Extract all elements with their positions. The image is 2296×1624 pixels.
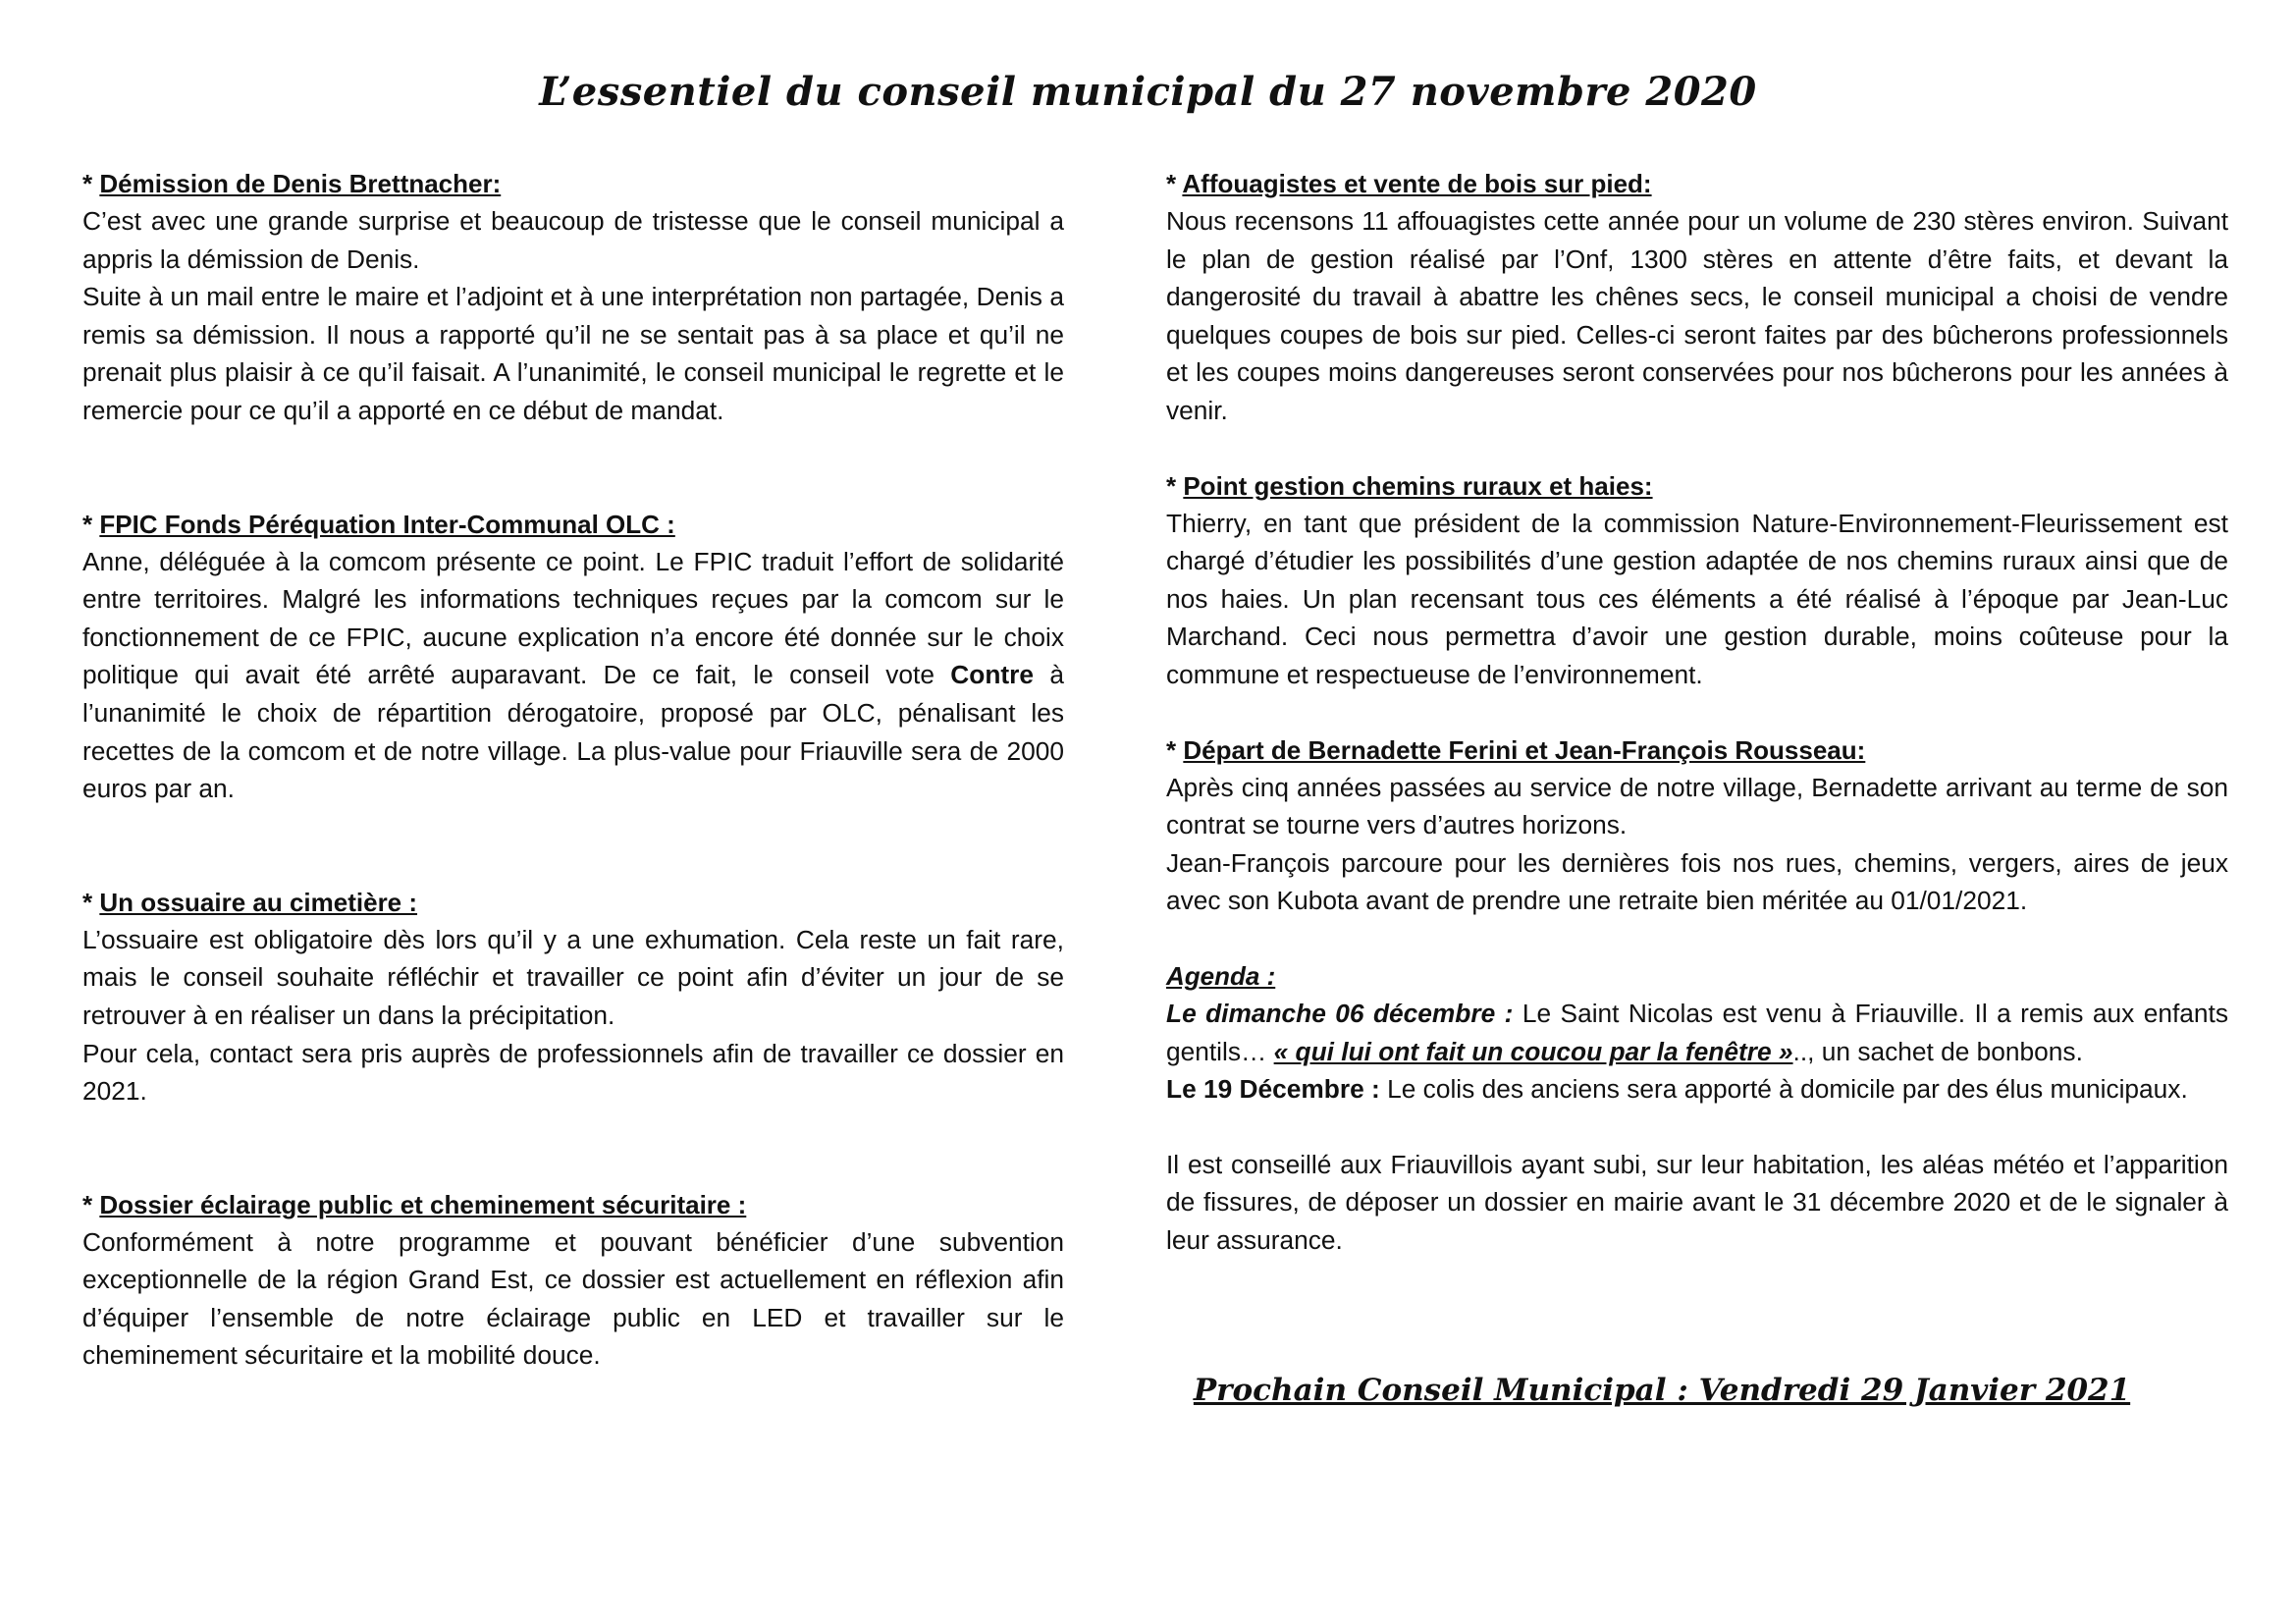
- section-title-fpic: * FPIC Fonds Péréquation Inter-Communal OLC :: [82, 509, 675, 539]
- section-depart: [1166, 731, 2228, 920]
- section-fpic: [82, 506, 1064, 808]
- paragraph: Nous recensons 11 affouagistes cette année pour un volume de 230 stères environ. Suivant le plan de gestion réalisé par l’Onf, 1300 stères en attente d’être faits, et devant la dangerosité du travail à abattre les chênes secs, le conseil municipal a choisi de vendre quelques coupes de bois sur pied. Celles-ci seront faites par des bûcherons professionnels et les coupes moins dangereuses seront conservées pour nos bûcherons pour les années à venir.: [1166, 206, 2228, 425]
- section-eclairage: [82, 1186, 1064, 1375]
- left-column: [82, 165, 1064, 1375]
- agenda-title: Agenda :: [1166, 960, 1276, 991]
- paragraph: Jean-François parcoure pour les dernières fois nos rues, chemins, vergers, aires de jeux avec son Kubota avant de prendre une retraite bien méritée au 01/01/2021.: [1166, 847, 2228, 916]
- page-title: L’essentiel du conseil municipal du 27 novembre 2020: [539, 69, 1757, 115]
- section-demission: [82, 165, 1064, 430]
- section-title-ossuaire: * Un ossuaire au cimetière :: [82, 887, 418, 917]
- section-chemins: [1166, 467, 2228, 694]
- paragraph: Conformément à notre programme et pouvant bénéficier d’une subvention exceptionnelle de la région Grand Est, ce dossier est actuellement en réflexion afin d’équiper l’ensemble de notre éclairage public en LED et travailler sur le cheminement sécuritaire et la mobilité douce.: [82, 1226, 1064, 1371]
- right-column: [1166, 165, 2228, 1259]
- bold-contre: Contre: [950, 660, 1035, 690]
- paragraph: C’est avec une grande surprise et beaucoup de tristesse que le conseil municipal a appris la démission de Denis.: [82, 206, 1064, 274]
- paragraph: Thierry, en tant que président de la commission Nature-Environnement-Fleurissement est chargé d’étudier les possibilités d’une gestion adaptée de nos chemins ruraux ainsi que de nos haies. Un plan recensant tous ces éléments a été réalisé à l’époque par Jean-Luc Marchand. Ceci nous permettra d’avoir une gestion durable, moins coûteuse pour la commune et respectueuse de l’environnement.: [1166, 508, 2228, 689]
- section-title-affouagistes: * Affouagistes et vente de bois sur pied:: [1166, 169, 1652, 198]
- section-ossuaire: [82, 884, 1064, 1110]
- section-title-eclairage: * Dossier éclairage public et cheminement sécuritaire :: [82, 1189, 747, 1219]
- paragraph: Il est conseillé aux Friauvillois ayant subi, sur leur habitation, les aléas météo et l’apparition de fissures, de déposer un dossier en mairie avant le 31 décembre 2020 et de le signaler à leur assurance.: [1166, 1149, 2228, 1255]
- section-agenda: [1166, 957, 2228, 1109]
- next-council-footer: Prochain Conseil Municipal : Vendredi 29 Janvier 2021: [1193, 1373, 2131, 1408]
- section-title-chemins: * Point gestion chemins ruraux et haies:: [1166, 470, 1653, 501]
- paragraph: Après cinq années passées au service de notre village, Bernadette arrivant au terme de son contrat se tourne vers d’autres horizons.: [1166, 772, 2228, 840]
- paragraph: Anne, déléguée à la comcom présente ce point. Le FPIC traduit l’effort de solidarité entre territoires. Malgré les informations techniques reçues par la comcom sur le fonctionnement de ce FPIC, aucune explication n’a encore été donnée sur le choix politique qui avait été arrêté auparavant. De ce fait, le conseil vote Contre à l’unanimité le choix de répartition dérogatoire, proposé par OLC, pénalisant les recettes de la comcom et de notre village. La plus-value pour Friauville sera de 2000 euros par an.: [82, 546, 1064, 804]
- agenda-item: Le dimanche 06 décembre : Le Saint Nicolas est venu à Friauville. Il a remis aux enfants gentils… « qui lui ont fait un coucou par la fenêtre ».., un sachet de bonbons.: [1166, 998, 2228, 1066]
- paragraph: Suite à un mail entre le maire et l’adjoint et à une interprétation non partagée, Denis a remis sa démission. Il nous a rapporté qu’il ne se sentait pas à sa place et qu’il ne prenait plus plaisir à ce qu’il faisait. A l’unanimité, le conseil municipal le regrette et le remercie pour ce qu’il a apporté en ce début de mandat.: [82, 282, 1064, 425]
- agenda-item: Le 19 Décembre : Le colis des anciens sera apporté à domicile par des élus municipaux.: [1166, 1074, 2188, 1105]
- paragraph: Pour cela, contact sera pris auprès de professionnels afin de travailler ce dossier en 2021.: [82, 1038, 1064, 1107]
- paragraph: L’ossuaire est obligatoire dès lors qu’il y a une exhumation. Cela reste un fait rare, mais le conseil souhaite réfléchir et travailler ce point afin d’éviter un jour de se retrouver à en réaliser un dans la précipitation.: [82, 924, 1064, 1030]
- section-title-depart: * Départ de Bernadette Ferini et Jean-François Rousseau:: [1166, 734, 1866, 765]
- section-title-demission: * Démission de Denis Brettnacher:: [82, 169, 502, 198]
- section-affouagistes: [1166, 165, 2228, 430]
- section-note: [1166, 1146, 2228, 1260]
